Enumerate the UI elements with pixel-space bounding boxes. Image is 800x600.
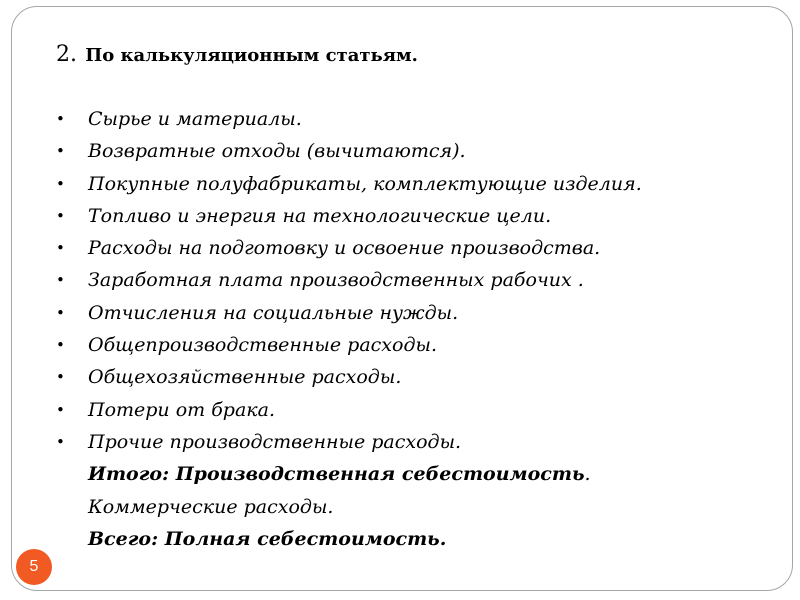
list-item <box>56 297 756 329</box>
list-item-text: Заработная плата производственных рабочих . <box>88 269 584 292</box>
list-item-text: Топливо и энергия на технологические цели. <box>88 204 552 227</box>
bullet-icon: • <box>56 271 65 290</box>
summary-total <box>56 523 756 555</box>
bullet-icon: • <box>56 174 65 193</box>
list-item <box>56 361 756 393</box>
page-number-badge: 5 <box>16 549 52 585</box>
list-item-text: Общепроизводственные расходы. <box>88 334 438 357</box>
summary-production-cost <box>56 458 756 490</box>
heading-number: 2. <box>56 42 77 67</box>
bullet-icon: • <box>56 303 65 322</box>
list-item <box>56 329 756 361</box>
list-item <box>56 394 756 426</box>
commercial-costs-label: Коммерческие расходы. <box>88 495 334 518</box>
production-cost-label: Итого: Производственная себестоимость <box>88 463 585 486</box>
list-item-text: Покупные полуфабрикаты, комплектующие изделия. <box>88 172 642 195</box>
list-item <box>56 426 756 458</box>
bullet-icon: • <box>56 336 65 355</box>
list-item <box>56 135 756 167</box>
list-item-text: Общехозяйственные расходы. <box>88 366 402 389</box>
bullet-icon: • <box>56 110 65 128</box>
slide-heading <box>56 42 418 67</box>
production-cost-period: . <box>584 463 591 486</box>
summary-commercial <box>56 491 756 523</box>
bullet-icon: • <box>56 400 65 419</box>
list-item-text: Прочие производственные расходы. <box>88 430 462 453</box>
list-item <box>56 200 756 232</box>
list-item-text: Сырье и материалы. <box>88 108 302 130</box>
cost-items-list <box>56 103 756 555</box>
list-item-text: Расходы на подготовку и освоение производства. <box>88 237 601 260</box>
list-item <box>56 232 756 264</box>
list-item-text: Потери от брака. <box>88 398 276 421</box>
bullet-icon: • <box>56 239 65 258</box>
total-cost-label: Всего: Полная себестоимость. <box>88 527 447 550</box>
list-item <box>56 103 756 135</box>
list-item <box>56 264 756 296</box>
bullet-icon: • <box>56 432 65 451</box>
bullet-icon: • <box>56 206 65 225</box>
list-item <box>56 168 756 200</box>
list-item-text: Возвратные отходы (вычитаются). <box>88 140 466 163</box>
list-item-text: Отчисления на социальные нужды. <box>88 301 459 324</box>
bullet-icon: • <box>56 142 65 161</box>
bullet-icon: • <box>56 368 65 387</box>
heading-text: По калькуляционным статьям. <box>85 45 418 66</box>
